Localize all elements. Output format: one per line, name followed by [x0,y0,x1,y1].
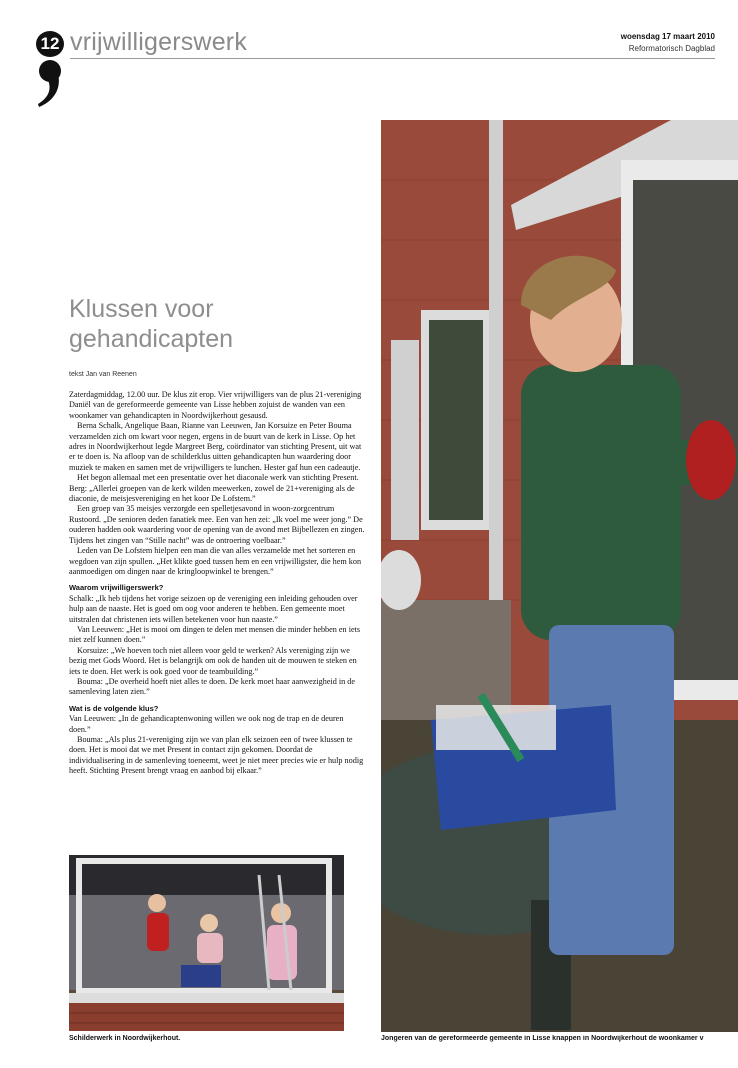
headline-line: Klussen voor [69,295,214,323]
small-photo [69,855,344,1031]
paragraph: Leden van De Lofstem hielpen een man die van alles verzamelde met het sorteren en wegdoen van zijn spullen. „Het klikte goed tussen hem en een vrijwilligster, die hem kon aanmoedigen om dingen naar de kringloopwinkel te brengen.” [69,546,362,576]
paragraph: Van Leeuwen: „Het is mooi om dingen te delen met mensen die minder hebben en iets niet zelf kunnen doen.” [69,624,361,645]
comma-ornament-icon [36,58,66,108]
article-body [69,390,365,777]
section-title: vrijwilligerswerk [70,28,248,56]
paragraph: Berna Schalk, Angelique Baan, Rianne van Leeuwen, Jan Korsuize en Peter Bouma verzamelden zich om kwart voor negen, ergens in de buurt van de kerk in Lisse. Op het adres in Noordwijkerhout legde Margreet Berg, coördinator van stichting Present, uit wat er te doen is. Na afloop van de schilderklus uitten gehandicapten hun waardering door muziek te maken en samen met de vrijwilligers te lunchen. Hester gaf hun een cadeautje. [69,421,362,472]
page-number-badge: 12 [36,31,64,57]
headline-line: gehandicapten [69,325,234,353]
large-photo-caption: Jongeren van de gereformeerde gemeente in Lisse knappen in Noordwijkerhout de woonkamer v [381,1035,704,1042]
paragraph: Van Leeuwen: „In de gehandicaptenwoning willen we ook nog de trap en de deuren doen.” [69,714,344,734]
publication-name: Reformatorisch Dagblad [628,44,715,53]
paragraph: Bouma: „De overheid hoeft niet alles te doen. De kerk moet haar aanwezigheid in de samenleving laten zien.” [69,676,356,697]
subheading: Waarom vrijwilligerswerk? [69,583,164,593]
paragraph: Het begon allemaal met een presentatie over het diaconale werk van stichting Present. Berg: „Allerlei groepen van de kerk wilden meewerken, zowel de 21+vereniging als de diaconie, de meisjesvereniging en het koor De Lofstem.” [69,473,359,504]
paragraph: Bouma: „Als plus 21-vereniging zijn we van plan elk seizoen een of twee klussen te doen. Het is mooi dat we met Present in contact zijn gekomen. Doordat de individualisering in de samenleving toeneemt, weet je niet meer precies wie er hulp nodig heeft. Stichting Present brengt vraag en aanbod bij elkaar.” [69,735,364,776]
article-headline [69,294,369,354]
issue-date: woensdag 17 maart 2010 [620,32,715,41]
subheading: Wat is de volgende klus? [69,703,159,713]
paragraph: Zaterdagmiddag, 12.00 uur. De klus zit erop. Vier vrijwilligers van de plus 21-vereniging Daniël van de gereformeerde gemeente van Lisse hebben zojuist de wanden van een woonkamer van gehandicapten in Noordwijkerhout gesausd. [69,390,362,420]
paragraph: Schalk: „Ik heb tijdens het vorige seizoen op de vereniging een inleiding gehouden over hulp aan de naaste. Het is goed om oog voor anderen te hebben. Een gemeente moet uitstralen dat christenen iets willen betekenen voor hun naaste.” [69,593,358,624]
paragraph: Korsuize: „We hoeven toch niet alleen voor geld te werken? Als vereniging zijn we bezig met Gods Woord. Het is belangrijk om ook de handen uit de mouwen te steken en iets te doen. Het werk is ook goed voor de teambuilding.” [69,645,357,676]
header-divider [70,58,715,59]
small-photo-caption: Schilderwerk in Noordwijkerhout. [69,1035,181,1042]
large-photo [381,120,738,1032]
paragraph: Een groep van 35 meisjes verzorgde een spelletjesavond in woon-zorgcentrum Rustoord. „De senioren deden fanatiek mee. Een van hen zei: „Ik voel me weer jong.” De ouderen hadden ook waardering voor de opening van de avond met Bijbellezen en zingen. Tijdens het zingen van “Stille nacht” was de ontroering voelbaar.” [69,504,365,545]
byline: tekst Jan van Reenen [69,371,137,378]
